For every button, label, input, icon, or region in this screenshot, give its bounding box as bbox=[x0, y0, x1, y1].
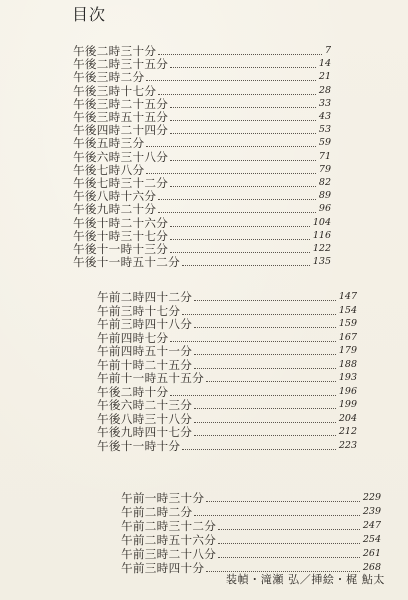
toc-entry[interactable] bbox=[121, 491, 381, 505]
dot-leader bbox=[194, 300, 336, 301]
toc-entry[interactable] bbox=[97, 304, 357, 318]
toc-entry-page-number: 89 bbox=[318, 190, 331, 202]
toc-entry-page-number: 33 bbox=[318, 97, 331, 109]
toc-entry-page-number: 79 bbox=[318, 163, 331, 175]
toc-entry-page-number: 82 bbox=[318, 177, 331, 188]
toc-entry[interactable] bbox=[121, 533, 381, 547]
toc-entry-page-number: 179 bbox=[338, 345, 357, 356]
dot-leader bbox=[170, 395, 335, 396]
toc-entry-page-number: 135 bbox=[312, 256, 331, 268]
dot-leader bbox=[218, 557, 360, 558]
toc-entry-page-number: 154 bbox=[338, 304, 357, 316]
toc-entry[interactable] bbox=[73, 255, 331, 269]
toc-entry-title: 午後七時三十二分 bbox=[73, 176, 169, 190]
toc-entry[interactable] bbox=[97, 412, 357, 426]
toc-entry-title: 午後二時三十五分 bbox=[73, 57, 169, 72]
dot-leader bbox=[146, 173, 316, 174]
toc-entry-page-number: 204 bbox=[338, 412, 357, 424]
toc-entry-title: 午後十一時五十二分 bbox=[73, 255, 181, 270]
dot-leader bbox=[206, 381, 336, 382]
toc-entry-page-number: 212 bbox=[338, 426, 357, 437]
toc-entry-title: 午前二時三十二分 bbox=[121, 518, 217, 533]
toc-entry-page-number: 223 bbox=[338, 439, 357, 451]
toc-entry-page-number: 59 bbox=[318, 137, 331, 149]
dot-leader bbox=[158, 94, 316, 95]
toc-entry-title: 午後九時四十七分 bbox=[97, 425, 193, 439]
dot-leader bbox=[182, 314, 336, 315]
toc-entry[interactable] bbox=[73, 216, 331, 230]
toc-entry-title: 午後二時十分 bbox=[97, 384, 169, 399]
toc-entry-page-number: 261 bbox=[362, 547, 381, 559]
dot-leader bbox=[182, 449, 336, 450]
toc-entry[interactable] bbox=[97, 331, 357, 345]
dot-leader bbox=[194, 354, 336, 355]
dot-leader bbox=[170, 120, 316, 121]
toc-entry-title: 午前一時三十分 bbox=[121, 491, 205, 505]
toc-entry-title: 午後五時三分 bbox=[73, 136, 145, 151]
toc-entry-page-number: 167 bbox=[338, 331, 357, 343]
toc-entry-title: 午後三時二十五分 bbox=[73, 96, 169, 111]
toc-entry[interactable] bbox=[73, 70, 331, 84]
toc-entry-page-number: 122 bbox=[312, 243, 331, 254]
toc-entry[interactable] bbox=[73, 150, 331, 164]
toc-entry-title: 午前四時五十一分 bbox=[97, 344, 193, 358]
dot-leader bbox=[170, 160, 316, 161]
dot-leader bbox=[146, 146, 316, 147]
toc-entry[interactable] bbox=[121, 505, 381, 519]
toc-entry-title: 午前三時二十八分 bbox=[121, 546, 217, 561]
page-title: 目次 bbox=[72, 5, 107, 24]
toc-entry-page-number: 199 bbox=[338, 399, 357, 410]
dot-leader bbox=[194, 327, 336, 328]
toc-entry-title: 午後二時三十分 bbox=[73, 44, 157, 58]
toc-entry-title: 午前二時五十六分 bbox=[121, 532, 217, 547]
toc-entry[interactable] bbox=[73, 242, 331, 256]
dot-leader bbox=[146, 80, 316, 81]
toc-entry-page-number: 104 bbox=[312, 216, 331, 228]
toc-entry[interactable] bbox=[73, 110, 331, 124]
toc-entry-title: 午後四時二十四分 bbox=[73, 123, 169, 138]
toc-entry[interactable] bbox=[97, 398, 357, 412]
toc-entry[interactable] bbox=[97, 425, 357, 439]
toc-entry-page-number: 43 bbox=[318, 111, 331, 122]
dot-leader bbox=[170, 239, 310, 240]
toc-entry-page-number: 21 bbox=[318, 71, 331, 83]
dot-leader bbox=[194, 422, 336, 423]
dot-leader bbox=[158, 54, 322, 55]
toc-entry-title: 午後六時二十三分 bbox=[97, 398, 193, 412]
toc-entry-page-number: 53 bbox=[318, 124, 331, 136]
toc-entry-page-number: 229 bbox=[362, 492, 381, 503]
dot-leader bbox=[170, 252, 310, 253]
toc-entry-title: 午後十時二十六分 bbox=[73, 215, 169, 230]
toc-entry[interactable] bbox=[97, 385, 357, 399]
toc-entry[interactable] bbox=[73, 44, 331, 58]
toc-entry[interactable] bbox=[121, 547, 381, 561]
toc-entry-page-number: 116 bbox=[312, 229, 331, 241]
dot-leader bbox=[194, 515, 359, 516]
toc-entry[interactable] bbox=[97, 317, 357, 331]
toc-entry-title: 午前三時十七分 bbox=[97, 303, 181, 318]
toc-entry-title: 午後三時五十五分 bbox=[73, 110, 169, 124]
dot-leader bbox=[218, 529, 360, 530]
toc-entry[interactable] bbox=[97, 439, 357, 453]
toc-entry-title: 午後八時三十八分 bbox=[97, 411, 193, 426]
dot-leader bbox=[170, 133, 316, 134]
toc-entry-title: 午後三時二分 bbox=[73, 70, 145, 85]
toc-entry-title: 午後七時八分 bbox=[73, 162, 145, 177]
toc-entry[interactable] bbox=[73, 176, 331, 190]
dot-leader bbox=[218, 543, 360, 544]
toc-entry-title: 午前三時四十分 bbox=[121, 560, 205, 575]
toc-entry-title: 午前十時二十五分 bbox=[97, 357, 193, 372]
toc-entry[interactable] bbox=[97, 358, 357, 372]
dot-leader bbox=[206, 501, 360, 502]
toc-entry-title: 午前十一時五十五分 bbox=[97, 371, 205, 385]
toc-entry-page-number: 196 bbox=[338, 385, 357, 397]
dot-leader bbox=[194, 368, 336, 369]
toc-entry-title: 午前三時四十八分 bbox=[97, 317, 193, 331]
toc-entry-title: 午後十一時十三分 bbox=[73, 242, 169, 256]
dot-leader bbox=[182, 265, 310, 266]
toc-entry-page-number: 71 bbox=[318, 150, 331, 162]
toc-entry-page-number: 159 bbox=[338, 318, 357, 329]
toc-entry-page-number: 254 bbox=[362, 533, 381, 545]
credits: 装幀・滝瀬 弘／挿絵・梶 鮎太 bbox=[226, 573, 385, 586]
toc-entry-title: 午後十時三十七分 bbox=[73, 228, 169, 243]
toc-entry-title: 午前二時二分 bbox=[121, 504, 193, 519]
toc-entry-page-number: 247 bbox=[362, 519, 381, 531]
toc-entry-page-number: 7 bbox=[324, 45, 331, 56]
dot-leader bbox=[170, 226, 310, 227]
toc-entry[interactable] bbox=[97, 371, 357, 385]
dot-leader bbox=[194, 435, 336, 436]
toc-entry[interactable] bbox=[97, 290, 357, 304]
dot-leader bbox=[170, 67, 316, 68]
toc-entry-title: 午後十一時十分 bbox=[97, 438, 181, 453]
toc-entry[interactable] bbox=[73, 229, 331, 243]
toc-entry-page-number: 239 bbox=[362, 505, 381, 517]
toc-entry-page-number: 193 bbox=[338, 372, 357, 383]
dot-leader bbox=[194, 408, 336, 409]
toc-entry-title: 午後三時十七分 bbox=[73, 83, 157, 98]
dot-leader bbox=[170, 341, 335, 342]
toc-entry-title: 午後九時二十分 bbox=[73, 202, 157, 217]
toc-entry[interactable] bbox=[73, 202, 331, 216]
toc-entry-title: 午後八時十六分 bbox=[73, 189, 157, 204]
toc-entry[interactable] bbox=[73, 163, 331, 177]
toc-entry-page-number: 14 bbox=[318, 58, 331, 70]
toc-entry-title: 午後六時三十八分 bbox=[73, 149, 169, 164]
toc-entry-page-number: 96 bbox=[318, 203, 331, 215]
toc-entry-title: 午前四時七分 bbox=[97, 330, 169, 345]
dot-leader bbox=[170, 107, 316, 108]
toc-entry[interactable] bbox=[97, 344, 357, 358]
toc-entry-page-number: 268 bbox=[362, 561, 381, 573]
toc-entry-page-number: 28 bbox=[318, 84, 331, 96]
toc-entry[interactable] bbox=[73, 57, 331, 71]
toc-entry[interactable] bbox=[121, 519, 381, 533]
toc-entry[interactable] bbox=[73, 136, 331, 150]
toc-entry-page-number: 188 bbox=[338, 358, 357, 370]
dot-leader bbox=[158, 212, 316, 213]
toc-entry-page-number: 147 bbox=[338, 291, 357, 302]
toc-entry-title: 午前二時四十二分 bbox=[97, 290, 193, 304]
dot-leader bbox=[158, 199, 316, 200]
dot-leader bbox=[170, 186, 316, 187]
toc-entry[interactable] bbox=[73, 84, 331, 98]
toc-entry[interactable] bbox=[73, 189, 331, 203]
toc-entry[interactable] bbox=[73, 123, 331, 137]
toc-entry[interactable] bbox=[73, 97, 331, 111]
